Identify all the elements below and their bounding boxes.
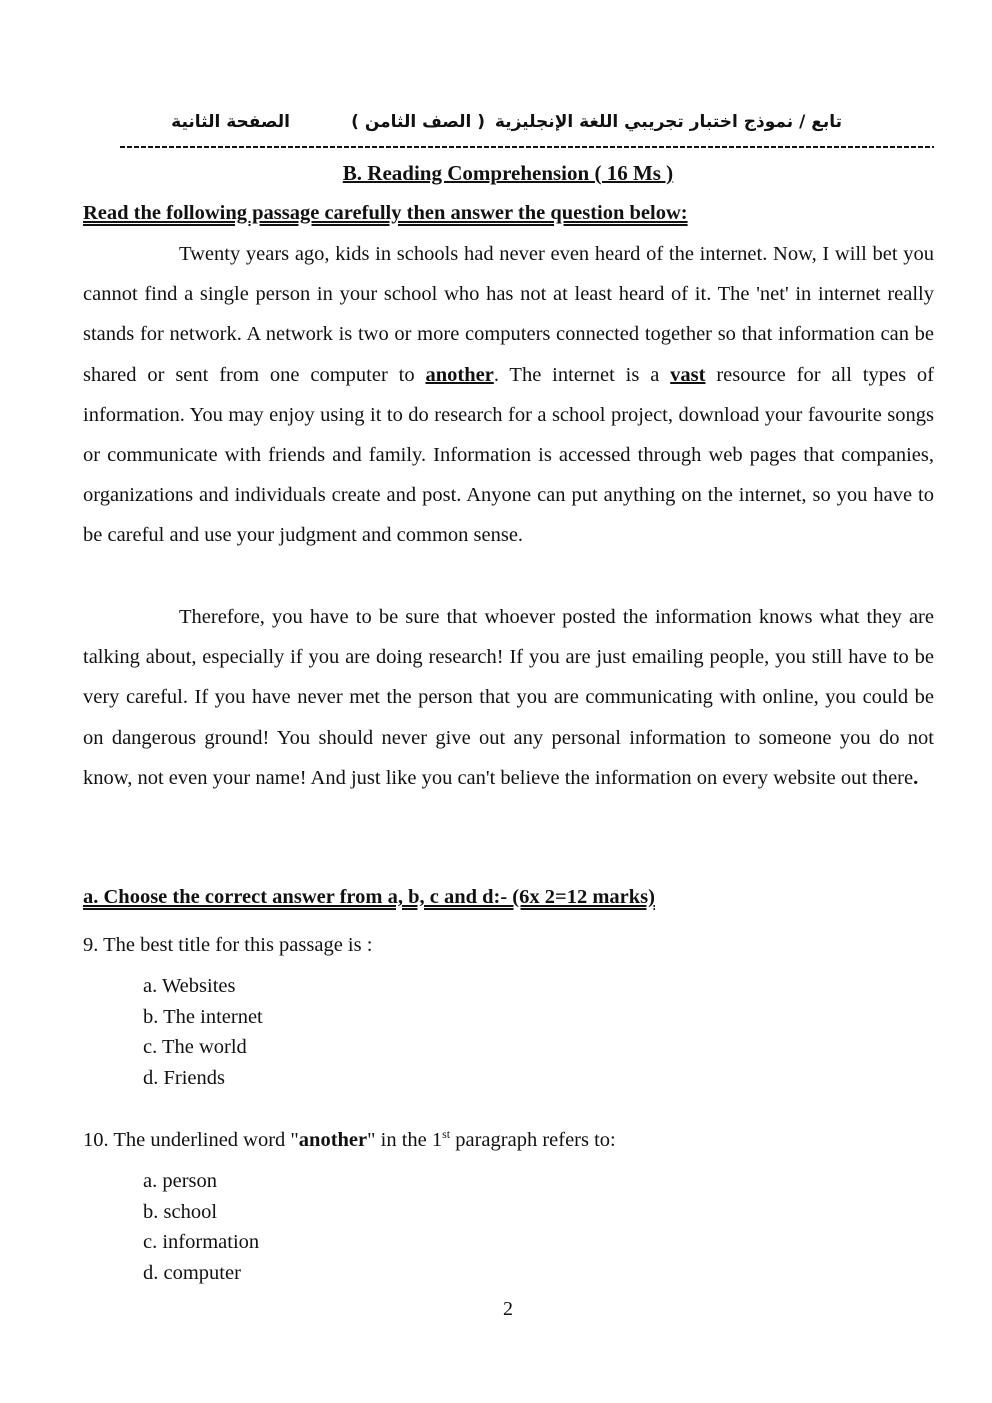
question-9-options bbox=[143, 971, 263, 1093]
option-d: d. Friends bbox=[143, 1066, 225, 1089]
option-c: c. information bbox=[143, 1231, 260, 1254]
passage-text: Therefore, you have to be sure that whoever posted the information knows what they are talking about, especially if you are doing research! If you are just emailing people, you still have to be very careful. If you have never met the person that you are communicating with online, you could be on dangerous ground! You should never give out any personal information to someone you do not know, not even your name! And just like you can't believe the information on every website out there bbox=[83, 606, 934, 789]
passage-text: . The internet is a bbox=[493, 363, 671, 386]
option-b: b. The internet bbox=[143, 1005, 263, 1028]
option-b: b. school bbox=[143, 1200, 218, 1223]
passage-text: Twenty years ago, kids in schools had never even heard of the internet. Now, I will bet you cannot find a single person in your school who has not at least heard of it. The 'net' in internet really stands for network. A network is two or more computers connected together so that information can be shared or sent from one computer to bbox=[83, 243, 934, 386]
option-d: d. computer bbox=[143, 1261, 241, 1284]
section-title bbox=[0, 161, 992, 186]
option-a: a. person bbox=[143, 1170, 218, 1192]
question-9: 9. The best title for this passage is : bbox=[83, 934, 373, 956]
ordinal-suffix: st bbox=[442, 1127, 451, 1141]
question-10 bbox=[83, 1127, 616, 1152]
question-text: paragraph refers to: bbox=[450, 1128, 616, 1151]
section-title-text: B. Reading Comprehension ( 16 Ms ) bbox=[342, 161, 674, 185]
underlined-word-another: another bbox=[425, 363, 494, 386]
exam-title: تابع / نموذج اختبار تجريبي اللغة الإنجليزية bbox=[494, 112, 842, 132]
question-10-options bbox=[143, 1166, 259, 1288]
arabic-header bbox=[160, 108, 860, 138]
option-a: a. Websites bbox=[143, 975, 236, 997]
dashed-divider bbox=[120, 146, 934, 148]
grade-label: ( الصف الثامن ) bbox=[351, 112, 485, 132]
instruction: Read the following passage carefully then answer the question below: bbox=[83, 202, 688, 224]
question-text: " in the 1 bbox=[367, 1128, 443, 1151]
question-text: 10. The underlined word " bbox=[83, 1128, 299, 1151]
question-bold-word: another bbox=[298, 1128, 368, 1151]
passage-text: resource for all types of information. You may enjoy using it to do research for a school project, download your favourite songs or communicate with friends and family. Information is accessed through web pages that companies, organizations and individuals create and post. Anyone can put anything on the internet, so you have to be careful and use your judgment and common sense. bbox=[83, 363, 934, 547]
underlined-word-vast: vast bbox=[670, 363, 706, 386]
page-number: 2 bbox=[503, 1298, 513, 1320]
option-c: c. The world bbox=[143, 1036, 247, 1059]
passage-paragraph-2 bbox=[83, 597, 934, 798]
passage-text: . bbox=[913, 766, 919, 789]
part-a-heading: a. Choose the correct answer from a, b, c and d:- (6x 2=12 marks) bbox=[83, 886, 655, 908]
passage-paragraph-1 bbox=[83, 234, 934, 556]
page-label: الصفحة الثانية bbox=[171, 112, 290, 132]
